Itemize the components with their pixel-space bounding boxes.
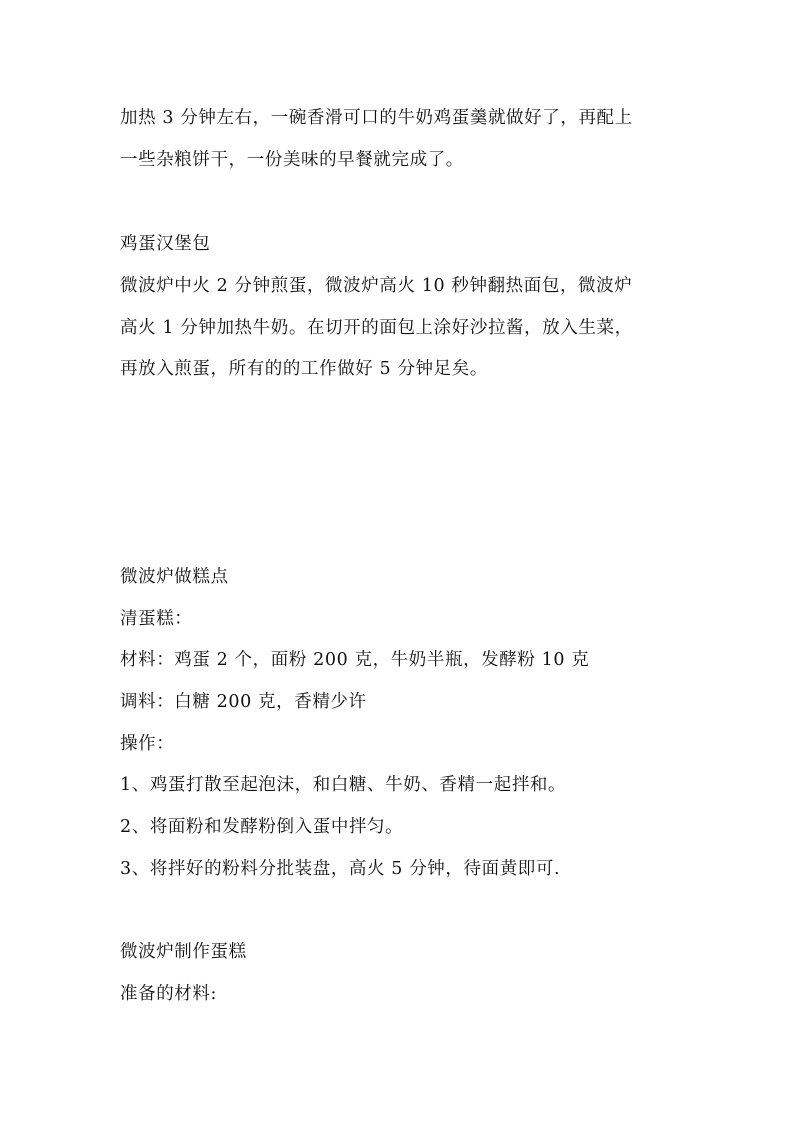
step-2: 2、将面粉和发酵粉倒入蛋中拌匀。 — [120, 817, 404, 837]
heading-egg-burger: 鸡蛋汉堡包 — [120, 234, 211, 254]
step-1: 1、鸡蛋打散至起泡沫，和白糖、牛奶、香精一起拌和。 — [120, 775, 567, 795]
heading-microwave-cake: 微波炉制作蛋糕 — [120, 942, 247, 962]
operations-label: 操作： — [120, 734, 175, 754]
paragraph-egg-burger-line-1: 微波炉中火 2 分钟煎蛋，微波炉高火 10 秒钟翻热面包，微波炉 — [120, 276, 633, 296]
paragraph-egg-burger-line-2: 高火 1 分钟加热牛奶。在切开的面包上涂好沙拉酱，放入生菜， — [120, 318, 633, 338]
step-3: 3、将拌好的粉料分批装盘，高火 5 分钟，待面黄即可. — [120, 859, 561, 879]
subheading-plain-cake: 清蛋糕： — [120, 609, 193, 629]
paragraph-egg-burger-line-3: 再放入煎蛋，所有的的工作做好 5 分钟足矣。 — [120, 359, 488, 379]
heading-microwave-pastry: 微波炉做糕点 — [120, 567, 229, 587]
materials-line: 材料：鸡蛋 2 个，面粉 200 克，牛奶半瓶，发酵粉 10 克 — [120, 650, 590, 670]
prepared-materials-label: 准备的材料: — [120, 984, 217, 1004]
paragraph-milk-egg-line-1: 加热 3 分钟左右，一碗香滑可口的牛奶鸡蛋羹就做好了，再配上 — [120, 108, 633, 128]
seasoning-line: 调料：白糖 200 克，香精少许 — [120, 692, 367, 712]
paragraph-milk-egg-line-2: 一些杂粮饼干，一份美味的早餐就完成了。 — [120, 150, 464, 170]
